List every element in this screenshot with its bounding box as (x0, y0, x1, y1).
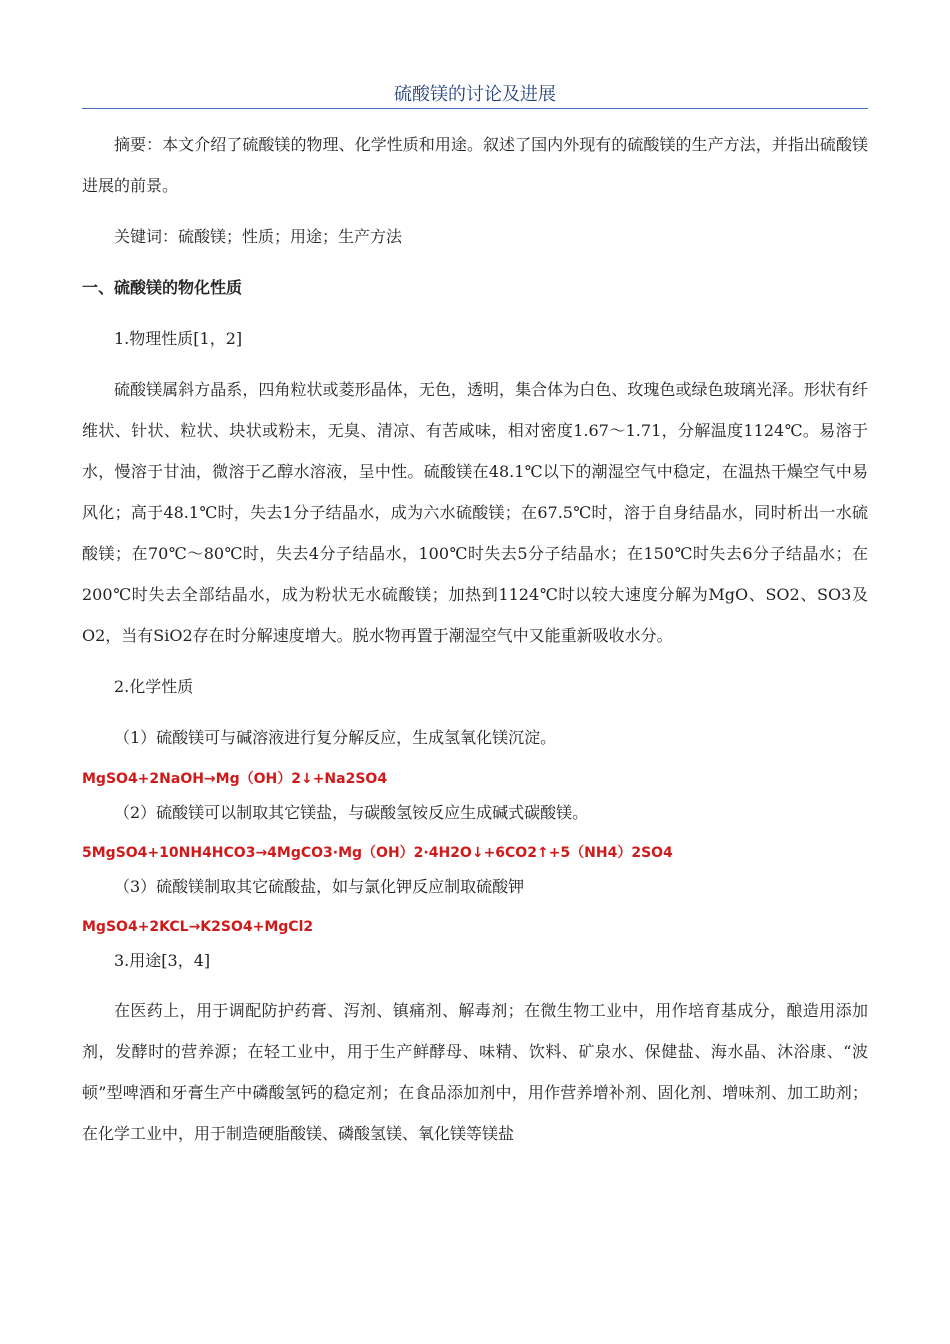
reaction-description: （1）硫酸镁可与碱溶液进行复分解反应，生成氢氧化镁沉淀。 (114, 728, 557, 747)
chemical-equation: MgSO4+2KCL→K2SO4+MgCl2 (82, 919, 314, 935)
reaction-description: （2）硫酸镁可以制取其它镁盐，与碳酸氢铵反应生成碱式碳酸镁。 (114, 803, 589, 822)
section-heading: 一、硫酸镁的物化性质 (82, 278, 243, 297)
abstract-paragraph: 摘要：本文介绍了硫酸镁的物理、化学性质和用途。叙述了国内外现有的硫酸镁的生产方法，并指出硫酸镁进展的前景。 (82, 135, 868, 195)
header-divider (82, 108, 868, 109)
chemical-equation: MgSO4+2NaOH→Mg（OH）2↓+Na2SO4 (82, 771, 388, 787)
uses-paragraph: 在医药上，用于调配防护药膏、泻剂、镇痛剂、解毒剂；在微生物工业中，用作培育基成分，酿造用添加剂，发酵时的营养源；在轻工业中，用于生产鲜酵母、味精、饮料、矿泉水、保健盐、海水晶、沐浴康、“波顿”型啤酒和牙膏生产中磷酸氢钙的稳定剂；在食品添加剂中，用作营养增补剂、固化剂、增味剂、加工助剂；在化学工业中，用于制造硬脂酸镁、磷酸氢镁、氧化镁等镁盐 (82, 1001, 868, 1143)
reaction-description: （3）硫酸镁制取其它硫酸盐，如与氯化钾反应制取硫酸钾 (114, 877, 525, 896)
page-title: 硫酸镁的讨论及进展 (394, 84, 556, 105)
physical-properties-paragraph: 硫酸镁属斜方晶系，四角粒状或菱形晶体，无色，透明，集合体为白色、玫瑰色或绿色玻璃光泽。形状有纤维状、针状、粒状、块状或粉末，无臭、清凉、有苦咸味，相对密度1.67～1.71，分解温度1124℃。易溶于水，慢溶于甘油，微溶于乙醇水溶液，呈中性。硫酸镁在48.1℃以下的潮湿空气中稳定，在温热干燥空气中易风化；高于48.1℃时，失去1分子结晶水，成为六水硫酸镁；在67.5℃时，溶于自身结晶水，同时析出一水硫酸镁；在70℃～80℃时，失去4分子结晶水，100℃时失去5分子结晶水；在150℃时失去6分子结晶水；在200℃时失去全部结晶水，成为粉状无水硫酸镁；加热到1124℃时以较大速度分解为MgO、SO2、SO3及O2，当有SiO2存在时分解速度增大。脱水物再置于潮湿空气中又能重新吸收水分。 (82, 380, 868, 645)
keywords-line: 关键词：硫酸镁；性质；用途；生产方法 (114, 227, 403, 246)
physical-properties-heading: 1.物理性质[1，2] (114, 329, 243, 348)
document-body (82, 124, 868, 1154)
uses-heading: 3.用途[3，4] (114, 951, 211, 970)
chemical-properties-heading: 2.化学性质 (114, 677, 194, 696)
chemical-equation: 5MgSO4+10NH4HCO3→4MgCO3·Mg（OH）2·4H2O↓+6CO2↑+5（NH4）2SO4 (82, 845, 673, 861)
